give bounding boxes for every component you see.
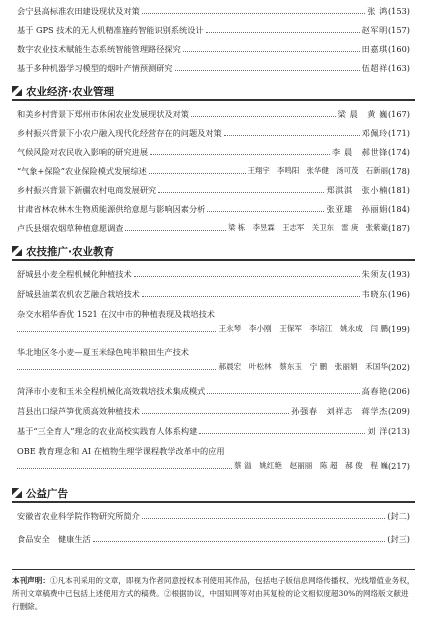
leader-dots (142, 518, 385, 519)
section-title: 农业经济·农业管理 (26, 85, 114, 98)
entry-title: 菏泽市小麦和玉米全程机械化高效栽培技术集成模式 (17, 386, 206, 396)
entry-author: 孙强春 刘祥志 蒋学杰 (291, 406, 388, 416)
entry-title: 食品安全 健康生活 (17, 534, 91, 544)
toc-entry[interactable] (17, 19, 410, 35)
entry-author: 伍超祥 (361, 63, 388, 73)
entry-author: 张 鸿 (367, 6, 388, 16)
entry-page: (封二) (387, 511, 410, 521)
toc-entry[interactable] (17, 38, 410, 54)
entry-author: 王永琴 李小刚 王保军 李培江 姚永成 闫 鹏 (218, 324, 388, 333)
entry-title: 卢氏县烟农烟草种植意愿调查 (17, 223, 124, 233)
toc-entry[interactable] (17, 528, 410, 544)
toc-entry[interactable] (17, 263, 410, 279)
entry-title: 莒县出口绿芦笋优质高效种植技术 (17, 406, 140, 416)
toc-entry-author-line (17, 360, 410, 372)
entry-page: (封三) (387, 534, 410, 544)
entry-page: (153) (387, 6, 410, 16)
entry-page: (187) (387, 223, 410, 233)
section-title: 农技推广·农业教育 (26, 245, 114, 258)
leader-dots (149, 173, 246, 174)
entry-title: 舒城县小麦全程机械化种植技术 (17, 269, 132, 279)
leader-dots (224, 135, 360, 136)
entry-page: (178) (387, 166, 410, 176)
entry-title: 基于“三全育人”理念的农业高校实践育人体系构建 (17, 426, 198, 436)
entry-author: 邓佩玲 (361, 128, 388, 138)
section-rule (12, 259, 415, 261)
entry-page: (196) (387, 289, 410, 299)
toc-entry[interactable] (17, 141, 410, 157)
journal-statement (12, 574, 415, 613)
notice-divider (12, 569, 415, 570)
leader-dots (142, 413, 289, 414)
entry-author: 李 晨 郝世锋 (332, 147, 388, 157)
leader-dots (150, 154, 330, 155)
toc-entry-title-line[interactable] (17, 440, 410, 456)
entry-author: 蔡 溢 姚红艳 赵丽丽 陈 超 郝 俊 程 巍 (234, 461, 388, 470)
entry-title: 数字农业技术赋能生态系统智能管理路径探究 (17, 44, 181, 54)
toc-entry[interactable] (17, 103, 410, 119)
leader-dots (183, 51, 360, 52)
toc-entry[interactable] (17, 198, 410, 214)
leader-dots (142, 296, 360, 297)
toc-entry-title-line[interactable] (17, 341, 410, 357)
entry-page: (174) (387, 147, 410, 157)
toc-entry[interactable] (17, 57, 410, 73)
entry-page: (209) (387, 406, 410, 416)
entry-author: 王翔宇 李鸣阳 张华健 汤可茂 石新丽 (247, 166, 388, 175)
entry-title: 气候风险对农民收入影响的研究进展 (17, 147, 149, 157)
entry-title: 乡村振兴背景下新疆农村电商发展研究 (17, 185, 157, 195)
entry-page: (171) (387, 128, 410, 138)
leader-dots (199, 433, 365, 434)
toc-entry[interactable] (17, 160, 410, 176)
toc-entry[interactable] (17, 505, 410, 521)
section-rule (12, 501, 415, 503)
leader-dots (206, 32, 360, 33)
entry-author: 田嘉琪 (361, 44, 388, 54)
toc-entry[interactable] (17, 380, 410, 396)
entry-title: 华北地区冬小麦—夏玉米绿色吨半粮田生产技术 (17, 347, 189, 357)
entry-page: (181) (387, 185, 410, 195)
section-title: 公益广告 (26, 487, 68, 500)
entry-page: (184) (387, 204, 410, 214)
entry-author: 郝晨宏 叶松林 蔡东玉 宁 鹏 张丽娟 禾国华 (218, 362, 388, 371)
leader-dots (134, 276, 360, 277)
entry-title: 和美乡村背景下郑州市休闲农业发展现状及对策 (17, 109, 189, 119)
section-header-extension (12, 244, 415, 258)
leader-dots (142, 13, 365, 14)
entry-author: 刘 洋 (367, 426, 388, 436)
leader-dots (93, 541, 386, 542)
toc-entry-author-line (17, 459, 410, 471)
entry-title: 杂交水稻华香优 1521 在汉中市的种植表现及栽培技术 (17, 309, 215, 319)
toc-entry[interactable] (17, 283, 410, 299)
entry-author: 郑淇淇 张小楠 (326, 185, 388, 195)
entry-title: 会宁县高标准农田建设现状及对策 (17, 6, 140, 16)
leader-dots (17, 331, 216, 332)
section-rule (12, 99, 415, 101)
toc-entry[interactable] (17, 0, 410, 16)
leader-dots (175, 70, 360, 71)
entry-author: 梁 晨 黄 巍 (337, 109, 388, 119)
entry-title: 基于 GPS 技术的无人机精准施药智能识别系统设计 (17, 25, 204, 35)
entry-author: 高春艳 (361, 386, 388, 396)
section-marker-icon (12, 246, 22, 256)
statement-label: 本刊声明： (12, 576, 50, 585)
entry-page: (199) (387, 324, 410, 334)
leader-dots (191, 116, 336, 117)
toc-entry-title-line[interactable] (17, 303, 410, 319)
entry-page: (163) (387, 63, 410, 73)
leader-dots (207, 211, 324, 212)
entry-page: (157) (387, 25, 410, 35)
entry-title: 基于多种机器学习模型的烟叶产情预测研究 (17, 63, 173, 73)
toc-entry[interactable] (17, 122, 410, 138)
leader-dots (158, 192, 324, 193)
section-header-economy (12, 84, 415, 98)
entry-author: 张亚雄 孙丽娟 (326, 204, 388, 214)
entry-title: 舒城县油菜农机农艺融合栽培技术 (17, 289, 140, 299)
leader-dots (17, 369, 216, 370)
entry-page: (160) (387, 44, 410, 54)
entry-page: (193) (387, 269, 410, 279)
entry-author: 朱须友 (361, 269, 388, 279)
entry-author: 赵军明 (361, 25, 388, 35)
toc-entry[interactable] (17, 420, 410, 436)
entry-page: (206) (387, 386, 410, 396)
entry-title: 乡村振兴背景下小农户融入现代化经营存在的问题及对策 (17, 128, 222, 138)
entry-page: (167) (387, 109, 410, 119)
section-header-public-ads (12, 486, 415, 500)
leader-dots (17, 468, 232, 469)
toc-entry[interactable] (17, 217, 410, 233)
entry-author: 梁 栋 李昱霖 王志军 关卫东 雷 庚 张紫豪 (228, 223, 388, 232)
leader-dots (125, 230, 226, 231)
entry-page: (202) (387, 362, 410, 372)
entry-page: (213) (387, 426, 410, 436)
statement-text: ①凡本刊采用的文章，即视为作者同意授权本刊使用其作品，包括电子版信息网络传播权、光线增值业务权，所刊文章稿费中已包括上述使用方式的稿费。②根据协议，中国知网等对由其复检的论文相似度超30%的网络版文献进行删除。 (12, 576, 415, 611)
entry-title: 安徽省农业科学院作物研究所简介 (17, 511, 140, 521)
toc-entry[interactable] (17, 400, 410, 416)
entry-author: 韦晓东 (361, 289, 388, 299)
leader-dots (207, 393, 359, 394)
section-marker-icon (12, 488, 22, 498)
toc-entry[interactable] (17, 179, 410, 195)
entry-page: (217) (387, 461, 410, 471)
toc-entry-author-line (17, 322, 410, 334)
entry-title: OBE 教育理念和 AI 在植物生理学课程教学改革中的应用 (17, 446, 225, 456)
section-marker-icon (12, 86, 22, 96)
entry-title: 甘肃省林农林木生物质能源供给意愿与影响因素分析 (17, 204, 206, 214)
entry-title: “气象+保险”农业保险模式发展综述 (17, 166, 147, 176)
